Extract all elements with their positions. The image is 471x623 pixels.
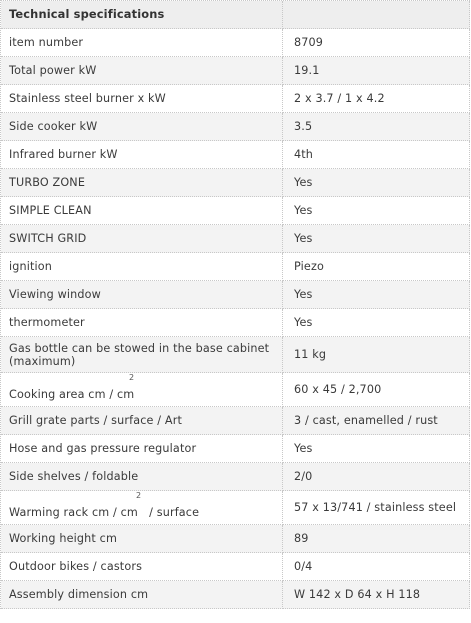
spec-label-text: Grill grate parts / surface / Art: [9, 414, 183, 427]
spec-value: [283, 309, 470, 337]
table-row: [1, 407, 470, 435]
spec-label: [1, 525, 283, 553]
spec-value-text: W 142 x D 64 x H 118: [294, 588, 421, 601]
spec-label: [1, 337, 283, 373]
table-row: [1, 491, 470, 525]
table-row: [1, 141, 470, 169]
table-row: [1, 225, 470, 253]
spec-label-text: Side cooker kW: [9, 120, 98, 133]
spec-label-text: item number: [9, 36, 84, 49]
spec-value-text: 57 x 13/741 / stainless steel: [294, 501, 457, 514]
spec-label: [1, 581, 283, 609]
spec-value-text: Yes: [294, 176, 313, 189]
spec-label: [1, 113, 283, 141]
spec-value: [283, 435, 470, 463]
table-row: [1, 85, 470, 113]
spec-value-text: 8709: [294, 36, 324, 49]
spec-value: [283, 85, 470, 113]
spec-label-text: Assembly dimension cm: [9, 588, 149, 601]
table-row: [1, 435, 470, 463]
table-row: [1, 525, 470, 553]
spec-label-text: SIMPLE CLEAN: [9, 204, 92, 217]
table-row: [1, 281, 470, 309]
spec-value: [283, 525, 470, 553]
spec-value: [283, 113, 470, 141]
table-row: [1, 57, 470, 85]
spec-label-text: Warming rack cm / cm / surface: [9, 506, 200, 519]
spec-value: [283, 169, 470, 197]
spec-value: [283, 281, 470, 309]
spec-label: [1, 553, 283, 581]
table-header-empty-cell: [283, 1, 470, 29]
spec-value-text: Yes: [294, 442, 313, 455]
table-title-text: Technical specifications: [9, 7, 165, 21]
superscript: 2: [129, 373, 135, 382]
spec-label: [1, 407, 283, 435]
spec-label: [1, 57, 283, 85]
spec-value-text: 11 kg: [294, 348, 327, 361]
table-row: [1, 373, 470, 407]
spec-label: [1, 491, 283, 525]
table-row: [1, 581, 470, 609]
spec-label-text: thermometer: [9, 316, 85, 329]
table-title: [1, 1, 283, 29]
spec-label-text: SWITCH GRID: [9, 232, 87, 245]
spec-value: [283, 463, 470, 491]
spec-value-text: Piezo: [294, 260, 324, 273]
spec-label: [1, 85, 283, 113]
spec-value-text: Yes: [294, 288, 313, 301]
table-row: [1, 253, 470, 281]
spec-value: [283, 197, 470, 225]
spec-value-text: 4th: [294, 148, 314, 161]
spec-value-text: 2 x 3.7 / 1 x 4.2: [294, 92, 385, 105]
spec-value-text: 19.1: [294, 64, 320, 77]
spec-value: [283, 253, 470, 281]
spec-value: [283, 225, 470, 253]
spec-label: [1, 253, 283, 281]
table-row: [1, 553, 470, 581]
table-row: [1, 29, 470, 57]
spec-label-text: Working height cm: [9, 532, 118, 545]
table-row: [1, 169, 470, 197]
spec-value-text: 0/4: [294, 560, 313, 573]
spec-label-text: Side shelves / foldable: [9, 470, 139, 483]
spec-label: [1, 197, 283, 225]
spec-value-text: 2/0: [294, 470, 313, 483]
spec-label-text: Viewing window: [9, 288, 101, 301]
spec-label-text: Total power kW: [9, 64, 97, 77]
spec-label: [1, 169, 283, 197]
table-row: [1, 309, 470, 337]
spec-label: [1, 225, 283, 253]
spec-value-text: 89: [294, 532, 309, 545]
spec-value-text: 3.5: [294, 120, 313, 133]
spec-value-text: Yes: [294, 316, 313, 329]
spec-label: [1, 309, 283, 337]
spec-value: [283, 581, 470, 609]
superscript: 2: [136, 491, 142, 500]
spec-label: [1, 281, 283, 309]
spec-value: [283, 57, 470, 85]
spec-label: [1, 29, 283, 57]
spec-label-text: Hose and gas pressure regulator: [9, 442, 197, 455]
spec-value-text: 3 / cast, enamelled / rust: [294, 414, 438, 427]
spec-label-text: Outdoor bikes / castors: [9, 560, 143, 573]
spec-label-text: Infrared burner kW: [9, 148, 118, 161]
spec-label: [1, 435, 283, 463]
spec-label-text: ignition: [9, 260, 53, 273]
table-row: [1, 113, 470, 141]
spec-value: [283, 553, 470, 581]
spec-value: [283, 373, 470, 407]
table-header-row: [1, 1, 470, 29]
spec-value-text: Yes: [294, 204, 313, 217]
spec-value: [283, 29, 470, 57]
spec-value: [283, 337, 470, 373]
spec-label-text: Gas bottle can be stowed in the base cabinet (maximum): [9, 341, 270, 368]
spec-label: [1, 373, 283, 407]
spec-value-text: Yes: [294, 232, 313, 245]
table-row: [1, 197, 470, 225]
spec-value: [283, 141, 470, 169]
spec-label: [1, 141, 283, 169]
table-row: [1, 463, 470, 491]
spec-label: [1, 463, 283, 491]
spec-value: [283, 491, 470, 525]
spec-value: [283, 407, 470, 435]
spec-label-text: Cooking area cm / cm: [9, 388, 135, 401]
spec-value-text: 60 x 45 / 2,700: [294, 383, 382, 396]
spec-label-text: Stainless steel burner x kW: [9, 92, 166, 105]
table-row: [1, 337, 470, 373]
spec-label-text: TURBO ZONE: [9, 176, 86, 189]
